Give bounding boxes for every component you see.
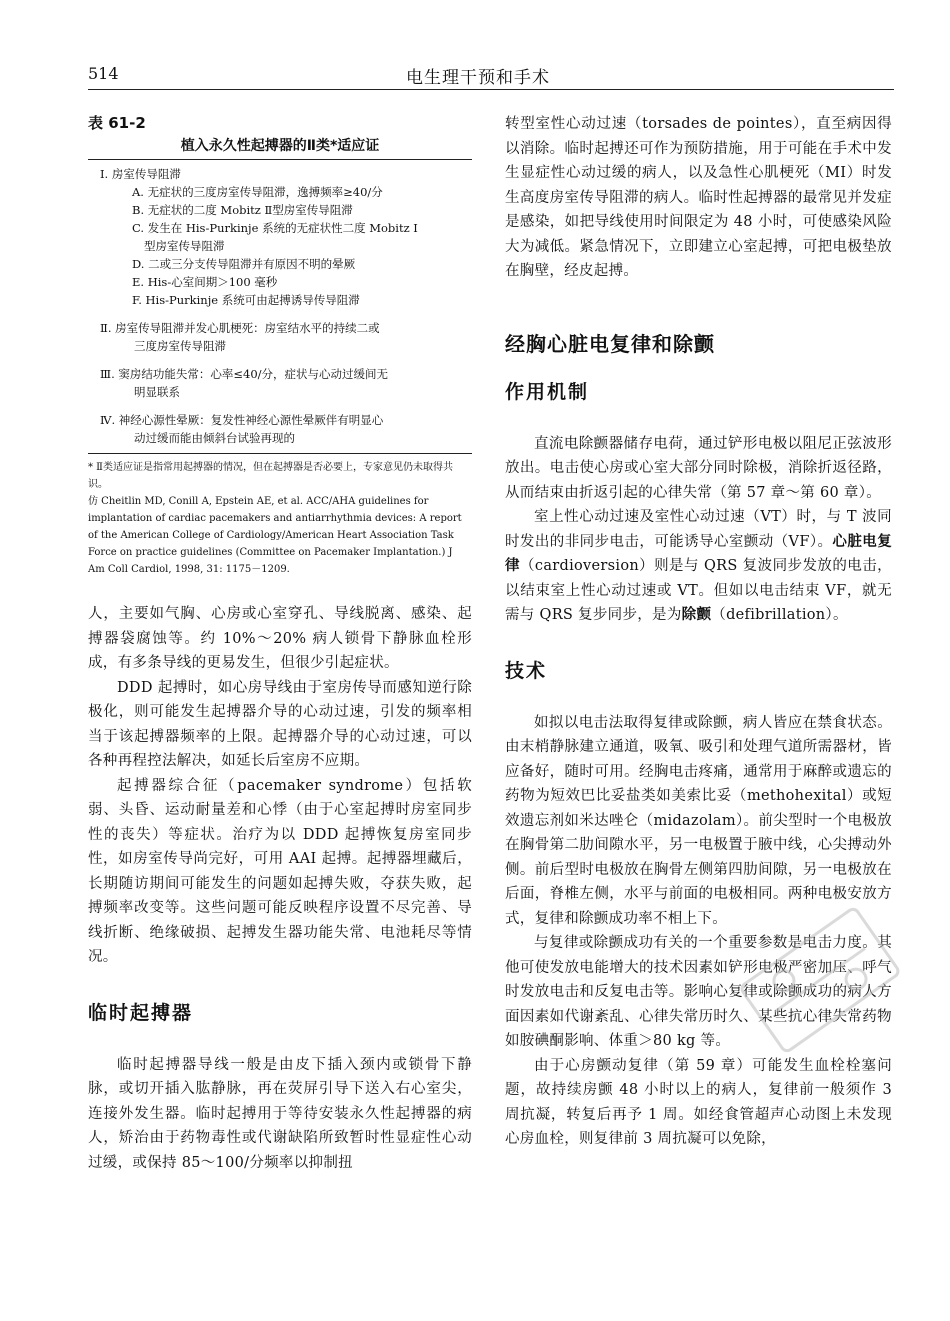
body-paragraph: 如拟以电击法取得复律或除颤，病人皆应在禁食状态。由末梢静脉建立通道，吸氧、吸引和处理气道所需器材，皆应备好，随时可用。经胸电击疼痛，通常用于麻醉或遗忘的药物为短效巴比妥盐类如美索比妥（methohexital）或短效遗忘剂如米达唑仑（midazolam）。前尖型时一个电极放在胸骨第二肋间隙水平，另一电极置于腋中线，心尖搏动外侧。前后型时电极放在胸骨左侧第四肋间隙，另一电极放在后面，脊椎左侧，水平与前面的电极相同。两种电极安放方式，复律和除颤成功率不相上下。 (505, 714, 892, 927)
text-run: 室上性心动过速及室性心动过速（VT）时，与 T 波同时发出的非同步电击，可能诱导心室颤动（VF）。 (505, 509, 892, 550)
body-paragraph (505, 505, 892, 628)
body-paragraph: 起搏器综合征（pacemaker syndrome）包括软弱、头昏、运动耐量差和心悸（由于心室起搏时房室同步性的丧失）等症状。治疗为以 DDD 起搏恢复房室同步性，如房室传导尚完好，可用 AAI 起搏。起搏器埋藏后，长期随访期间可能发生的问题如起搏失败，夺获失败，起搏频率改变等。这些问题可能反映程序设置不尽完善、导线折断、绝缘破损、起搏发生器功能失常、电池耗尽等情况。 (88, 777, 472, 965)
indications-table (88, 159, 472, 454)
table-group-heading: Ⅱ. 房室传导阻滞并发心肌梗死：房室结水平的持续二或 (100, 321, 380, 335)
page-number: 514 (88, 64, 119, 83)
body-paragraph: 临时起搏器导线一般是由皮下插入颈内或锁骨下静脉，或切开插入肱静脉，再在荧屏引导下送入右心室尖，连接外发生器。临时起搏用于等待安装永久性起搏器的病人，矫治由于药物毒性或代谢缺陷所致暂时性显症性心动过缓，或保持 85～100/分频率以抑制扭 (88, 1056, 472, 1171)
body-paragraph: DDD 起搏时，如心房导线由于室房传导而感知逆行除极化，则可能发生起搏器介导的心动过速，引发的频率相当于该起搏器频率的上限。起搏器介导的心动过速，可以各种再程控法解决，如延长后室房不应期。 (88, 679, 472, 769)
table-group-1 (88, 165, 472, 309)
table-group-heading: Ⅳ. 神经心源性晕厥：复发性神经心源性晕厥伴有明显心 (100, 413, 384, 427)
table-group-heading: Ⅰ. 房室传导阻滞 (100, 167, 181, 181)
body-paragraph: 直流电除颤器储存电荷，通过铲形电极以阻尼正弦波形放出。电击使心房或心室大部分同时除极，消除折返径路，从而结束由折返引起的心律失常（第 57 章～第 60 章）。 (505, 435, 892, 501)
table-group-4 (88, 411, 472, 447)
left-column (88, 112, 472, 1175)
body-paragraph: 由于心房颤动复律（第 59 章）可能发生血栓栓塞问题，故持续房颤 48 小时以上的病人，复律前一般须作 3 周抗凝，转复后再予 1 周。如经食管超声心动图上未发现心房血栓，则复律前 3 周抗凝可以免除， (505, 1057, 892, 1147)
text-run: （defibrillation）。 (711, 607, 848, 623)
subsection-heading-mechanism: 作用机制 (505, 380, 590, 403)
table-item: B. 无症状的二度 Mobitz Ⅱ型房室传导阻滞 (132, 203, 353, 217)
keyword-cardioversion: 心脏电复律 (505, 532, 892, 574)
table-item: A. 无症状的三度房室传导阻滞，逸搏频率≥40/分 (132, 185, 383, 199)
footnote-citation: 仿 Cheitlin MD, Conill A, Epstein AE, et al. ACC/AHA guidelines for implantation of cardiac pacemakers and antiarrhythmia devices: A report of the American College of Cardiology/American Heart Association Task Force on practice guidelines (Committee on Pacemaker Implantation.) J Am Coll Cardiol, 1998, 31: 1175－1209. (88, 496, 462, 575)
table-item: F. His-Purkinje 系统可由起搏诱导传导阻滞 (132, 293, 360, 307)
table-group-3 (88, 365, 472, 401)
table-item-continuation: 型房室传导阻滞 (144, 239, 225, 253)
table-title: 植入永久性起搏器的Ⅱ类*适应证 (180, 138, 380, 154)
keyword-defibrillation: 除颤 (681, 606, 712, 623)
table-label: 表 61-2 (88, 114, 146, 132)
table-footnote (88, 459, 472, 578)
table-group-continuation: 三度房室传导阻滞 (134, 339, 226, 353)
watermark-stamp (720, 880, 920, 1080)
text-run: （cardioversion）则是与 QRS 复波同步发放的电击，以结束室上性心动过速或 VT。但如以电击结束 VF，就无需与 QRS 复步同步，是为 (505, 558, 892, 623)
body-paragraph: 转型室性心动过速（torsades de pointes），直至病因得以消除。临时起搏还可作为预防措施，用于可能在手术中发生显症性心动过缓的病人，以及急性心肌梗死（MI）时发生高度房室传导阻滞的病人。临时性起搏器的最常见并发症是感染，如把导线使用时间限定为 48 小时，可使感染风险大为减低。紧急情况下，立即建立心室起搏，可把电极垫放在胸壁，经皮起搏。 (505, 116, 892, 279)
table-group-2 (88, 319, 472, 355)
running-title: 电生理干预和手术 (406, 68, 550, 88)
table-item: E. His-心室间期＞100 毫秒 (132, 275, 278, 289)
page-header (88, 62, 894, 90)
table-group-heading: Ⅲ. 窦房结功能失常：心率≤40/分，症状与心动过缓间无 (100, 367, 389, 381)
table-group-continuation: 明显联系 (134, 385, 180, 399)
footnote-definition: * Ⅱ类适应证是指常用起搏器的情况，但在起搏器是否必要上，专家意见仍未取得共识。 (88, 462, 453, 490)
section-heading-temporary-pacemaker: 临时起搏器 (88, 1001, 194, 1024)
table-item: C. 发生在 His-Purkinje 系统的无症状性二度 Mobitz Ⅰ (132, 221, 418, 235)
body-paragraph: 人，主要如气胸、心房或心室穿孔、导线脱离、感染、起搏器袋腐蚀等。约 10%～20% 病人锁骨下静脉血栓形成，有多条导线的更易发生，但很少引起症状。 (88, 606, 472, 671)
table-group-continuation: 动过缓而能由倾斜台试验再现的 (134, 431, 295, 445)
section-heading-cardioversion-defibrillation: 经胸心脏电复律和除颤 (505, 331, 715, 356)
subsection-heading-technique: 技术 (505, 659, 548, 682)
body-paragraph: 与复律或除颤成功有关的一个重要参数是电击力度。其他可使发放电能增大的技术因素如铲形电极严密加压、呼气时发放电击和反复电击等。影响心复律或除颤成功的病人方面因素如代谢紊乱、心律失常历时久、某些抗心律失常药物如胺碘酮影响、体重＞80 kg 等。 (505, 935, 892, 1049)
table-item: D. 二或三分支传导阻滞并有原因不明的晕厥 (132, 257, 356, 271)
